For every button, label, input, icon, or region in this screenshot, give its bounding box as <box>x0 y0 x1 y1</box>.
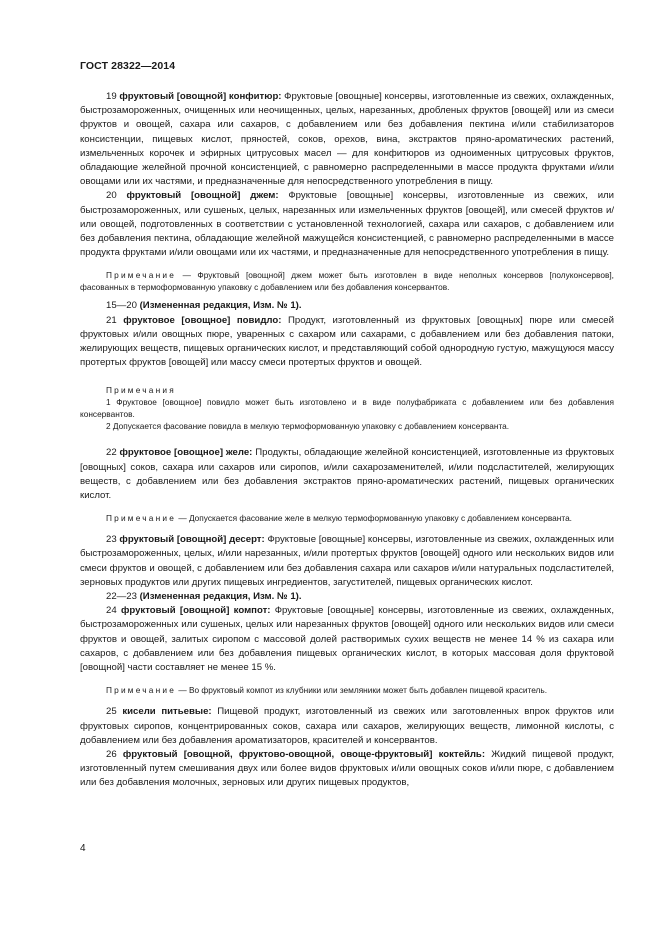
term-number: 26 <box>106 748 117 760</box>
term-definition: Фруктовые [овощные] консервы, изготовленные из свежих, или быстрозамороженных, или сушеных, целых, нарезанных или измельченных фруктов [овощей], или смесей фруктов и/или овощей, подготовленных в соответствии с установленной технологией, сахара или сахаров, с добавлением или без добавления пектина, обладающие желейной мажущейся консистенцией, с равномерно распределенными в массе продукта фруктами и/или овощами или их частями, и предназначенные для непосредственного употребления в пищу. <box>80 190 615 259</box>
note-text: — Во фруктовый компот из клубники или земляники может быть добавлен пищевой краситель. <box>176 685 548 696</box>
revision-22-23 <box>80 590 614 604</box>
term-title: фруктовый [овощной] десерт: <box>119 534 265 546</box>
term-definition: Фруктовые [овощные] консервы, изготовленные из свежих, охлажденных, быстрозамороженных, очищенных или неочищенных, целых, нарезанных, дробленых фруктов [овощей] или из смеси фруктов и овощей, сахара или сахаров, с добавлением или без добавления пектина и/или стабилизаторов консистенции, пищевых кислот, пряностей, соков, орехов, вина, экстрактов пряно-ароматических растений, измельченных корочек и эфирных цитрусовых масел — для конфитюров из одноименных цитрусовых фруктов, обладающие желейной прочной консистенцией, с равномерно распределенными в массе продукта фруктами и/или овощами или их частями, и предназначенные для непосредственного употребления в пищу. <box>80 91 614 188</box>
note-text: — Фруктовый [овощной] джем может быть изготовлен в виде неполных консервов [полуконсервов], фасованных в термоформованную упаковку с добавлением или без добавления консервантов. <box>80 270 614 293</box>
revision-range: 22—23 <box>106 591 137 603</box>
term-23 <box>80 533 614 590</box>
term-number: 24 <box>106 605 117 617</box>
term-title: фруктовый [овощной] джем: <box>126 190 279 202</box>
term-definition: Продукты, обладающие желейной консистенцией, изготовленные из фруктовых [овощных] соков, сахара или сахаров или сиропов, и/или сахарозаменителей, и/или подсластителей, желирующих веществ, с добавлением или без добавления экстрактов пряно-ароматических растений, пищевых органических кислот. <box>80 447 614 502</box>
term-22 <box>80 446 614 503</box>
notes-21-label: Примечания <box>106 385 176 396</box>
standard-header: ГОСТ 28322—2014 <box>80 60 176 72</box>
term-title: кисели питьевые: <box>122 706 212 718</box>
term-number: 21 <box>106 314 117 326</box>
note-label: Примечание <box>106 685 177 696</box>
term-definition: Фруктовые [овощные] консервы, изготовленные из свежих, охлажденных, быстрозамороженных или сушеных, целых или нарезанных фруктов [овощей] одного или нескольких видов или смеси фруктов и овощей, залитых сиропом с массовой долей растворимых сухих веществ не менее 14 % из сахара или сахаров, с добавлением или без добавления пищевых органических кислот, в которых массовая доля фруктовой [овощной] части составляет не менее 15 %. <box>80 605 614 674</box>
term-24 <box>80 604 614 675</box>
revision-text: (Измененная редакция, Изм. № 1). <box>139 591 302 603</box>
term-21 <box>80 314 614 371</box>
note-21-2: 2 Допускается фасование повидла в мелкую термоформованную упаковку с добавлением консерванта. <box>106 421 510 432</box>
term-number: 20 <box>106 190 117 202</box>
revision-range: 15—20 <box>106 300 137 312</box>
term-number: 19 <box>106 91 117 102</box>
term-definition: Фруктовые [овощные] консервы, изготовленные из свежих, охлажденных или быстрозамороженных, целых, и/или нарезанных, и/или протертых фруктов [овощей] одного или нескольких видов или смеси фруктов и овощей, с добавлением или без добавления сахара или сахаров и/или натуральных подсластителей, зерновых продуктов или других пищевых ингредиентов, загустителей, пищевых органических кислот. <box>80 534 615 588</box>
note-text: — Допускается фасование желе в мелкую термоформованную упаковку с добавлением консерванта. <box>176 513 572 524</box>
note-label: Примечание <box>106 513 177 524</box>
note-22 <box>80 512 614 524</box>
note-24 <box>80 684 614 696</box>
term-definition: Пищевой продукт, изготовленный из свежих или заготовленных впрок фруктов или фруктовых сиропов, концентрированных соков, сахара или сахаров, желирующих веществ, лимонной кислоты, с добавлением или без добавления ароматизаторов, красителей и консервантов. <box>80 706 615 746</box>
term-title: фруктовое [овощное] повидло: <box>123 314 282 326</box>
revision-text: (Измененная редакция, Изм. № 1). <box>139 300 302 312</box>
term-title: фруктовый [овощной] конфитюр: <box>119 91 282 102</box>
term-title: фруктовое [овощное] желе: <box>119 447 253 459</box>
term-26 <box>80 748 614 791</box>
term-title: фруктовый [овощной] компот: <box>120 605 271 617</box>
term-25 <box>80 705 614 748</box>
term-number: 25 <box>106 706 117 718</box>
term-20 <box>80 189 614 260</box>
page-number: 4 <box>80 843 86 854</box>
note-label: Примечание <box>106 270 177 281</box>
term-title: фруктовый [овощной, фруктово-овощной, овоще-фруктовый] коктейль: <box>122 748 486 760</box>
note-20 <box>80 269 614 293</box>
term-number: 23 <box>106 534 117 546</box>
note-21-1: 1 Фруктовое [овощное] повидло может быть изготовлено и в виде полуфабриката с добавлением или без добавления консервантов. <box>80 397 614 420</box>
term-number: 22 <box>106 447 117 459</box>
term-definition: Продукт, изготовленный из фруктовых [овощных] пюре или смесей фруктовых и/или овощных пюре, уваренных с сахаром или сахарами, с добавлением или без добавления патоки, желирующих веществ, пищевых органических кислот, и представляющий собой однородную густую, мажущуюся массу протертых фруктов [овощей] или массу смеси протертых фруктов и овощей. <box>80 314 614 369</box>
document-body <box>80 90 614 791</box>
revision-15-20 <box>80 299 614 313</box>
term-definition: Жидкий пищевой продукт, изготовленный путем смешивания двух или более видов фруктовых и/или овощных соков и/или пюре, с добавлением или без добавления молочных, зерновых или других пищевых продуктов, <box>80 748 614 789</box>
term-19 <box>80 90 614 189</box>
